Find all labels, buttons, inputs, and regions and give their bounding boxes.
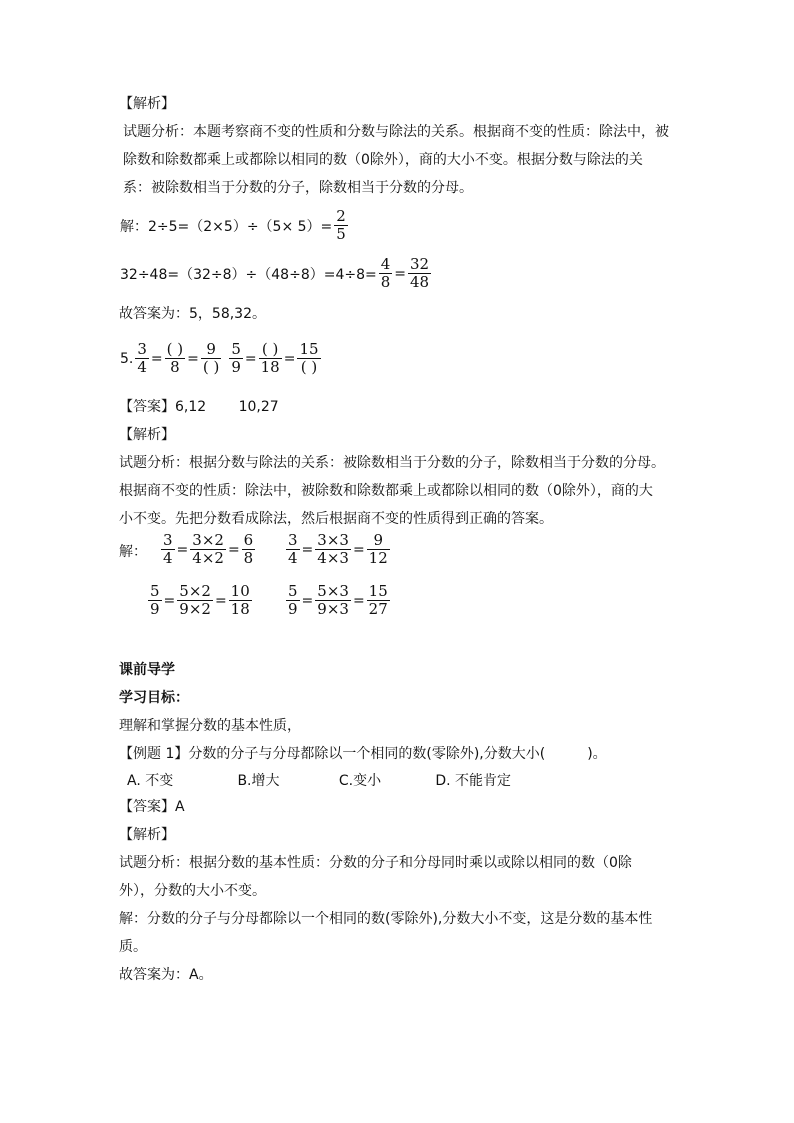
solution-equation: $\frac{5}{9}$ = $\frac{5\times 2}{9\times 2}$ = $\frac{10}{18}$ xyxy=(150,582,250,618)
solution-text: 32÷48=（32÷8）÷（48÷8）=4÷8= xyxy=(120,266,377,283)
q5-analysis-line-2: 根据商不变的性质：除法中，被除数和除数都乘上或都除以相同的数（0除外），商的大 xyxy=(119,483,653,499)
question-number: 5. xyxy=(120,350,134,367)
solution-equation: $\frac{3}{4}$ = $\frac{3\times 2}{4\times 2}$ = $\frac{6}{8}$ xyxy=(163,531,254,567)
example-question: 【例题 1】分数的分子与分母都除以一个相同的数(零除外),分数大小( )。 xyxy=(119,746,607,762)
q5-analysis-line-1: 试题分析：根据分数与除法的关系：被除数相当于分数的分子，除数相当于分数的分母。 xyxy=(119,455,665,471)
q5-analysis-line-3: 小不变。先把分数看成除法，然后根据商不变的性质得到正确的答案。 xyxy=(119,511,553,527)
solution-text: 解：2÷5=（2×5）÷（5× 5）= xyxy=(120,218,333,235)
fraction: $\frac{5}{9}$ xyxy=(231,340,241,376)
fraction: $\frac{( )}{8}$ xyxy=(166,340,184,376)
fraction: $\frac{( )}{18}$ xyxy=(260,340,280,376)
fraction: $\frac{2}{5}$ xyxy=(336,207,346,243)
analysis-header: 【解析】 xyxy=(119,96,175,112)
goal-label: 学习目标： xyxy=(119,690,189,706)
analysis-line-1: 试题分析：本题考察商不变的性质和分数与除法的关系。根据商不变的性质：除法中，被 xyxy=(123,124,669,140)
solution-equation: $\frac{3}{4}$ = $\frac{3\times 3}{4\times 3}$ = $\frac{9}{12}$ xyxy=(288,531,388,567)
analysis-line-3: 系：被除数相当于分数的分子，除数相当于分数的分母。 xyxy=(123,180,473,196)
options-row xyxy=(127,771,511,791)
fraction: $\frac{3}{4}$ xyxy=(137,340,147,376)
example-analysis-line-1: 试题分析：根据分数的基本性质：分数的分子和分母同时乘以或除以相同的数（0除 xyxy=(119,855,632,871)
option-a: A. 不变 xyxy=(127,773,174,789)
example-final-answer: 故答案为：A。 xyxy=(119,967,213,983)
solution-line-2 xyxy=(119,256,432,291)
q5-answer: 【答案】6,12 10,27 xyxy=(119,399,279,415)
equals-sign: = xyxy=(150,350,163,367)
option-c: C.变小 xyxy=(338,773,382,789)
analysis-line-2: 除数和除数都乘上或都除以相同的数（0除外），商的大小不变。根据分数与除法的关 xyxy=(123,152,643,168)
q5-analysis-header: 【解析】 xyxy=(119,427,175,443)
example-analysis-line-2: 外），分数的大小不变。 xyxy=(119,883,266,899)
fraction: $\frac{15}{( )}$ xyxy=(299,340,319,376)
fraction: $\frac{32}{48}$ xyxy=(410,255,430,291)
solution-line-1 xyxy=(119,208,349,243)
option-d: D. 不能肯定 xyxy=(435,773,512,789)
answer-line: 故答案为：5，58,32。 xyxy=(119,306,266,322)
equals-sign: = xyxy=(244,350,257,367)
solution-equation: $\frac{5}{9}$ = $\frac{5\times 3}{9\times 3}$ = $\frac{15}{27}$ xyxy=(288,582,388,618)
equals-sign: = xyxy=(394,265,407,282)
option-b: B.增大 xyxy=(237,773,280,789)
equals-sign: = xyxy=(187,350,199,367)
q5-solution-label: 解： xyxy=(119,544,147,560)
example-solution-line-1: 解：分数的分子与分母都除以一个相同的数(零除外),分数大小不变，这是分数的基本性 xyxy=(119,911,653,927)
goal-text: 理解和掌握分数的基本性质， xyxy=(119,718,301,734)
section-title: 课前导学 xyxy=(119,662,175,678)
question-5 xyxy=(119,341,322,376)
fraction: $\frac{4}{8}$ xyxy=(380,255,391,291)
example-analysis-header: 【解析】 xyxy=(119,827,175,843)
example-solution-line-2: 质。 xyxy=(119,939,147,955)
example-answer: 【答案】A xyxy=(119,799,185,815)
equals-sign: = xyxy=(283,350,296,367)
fraction: $\frac{9}{( )}$ xyxy=(202,340,220,376)
